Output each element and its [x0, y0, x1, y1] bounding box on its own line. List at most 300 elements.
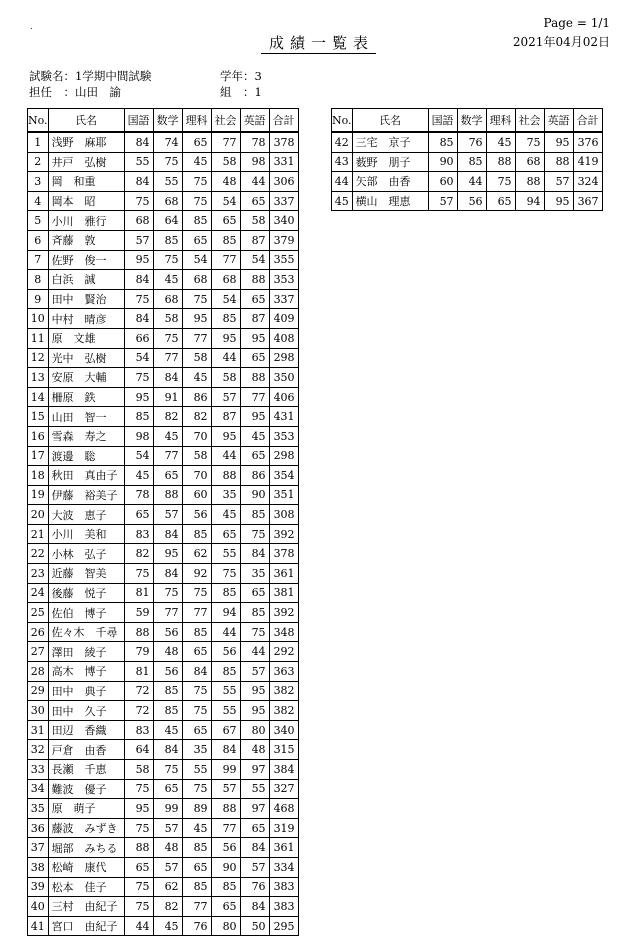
- score-english: 95: [240, 407, 269, 427]
- score-english: 85: [240, 505, 269, 525]
- score-japanese: 84: [124, 172, 153, 192]
- table-row: [28, 857, 299, 877]
- student-name: 佐伯 博子: [48, 603, 124, 623]
- score-japanese: 58: [124, 760, 153, 780]
- student-name: 田中 久子: [48, 701, 124, 721]
- score-social: 77: [211, 818, 240, 838]
- table-row: [28, 270, 299, 290]
- score-total: 382: [269, 681, 298, 701]
- row-number: 37: [28, 838, 49, 858]
- score-japanese: 84: [124, 270, 153, 290]
- page-title: [0, 32, 637, 53]
- score-total: 298: [269, 348, 298, 368]
- student-name: 斉藤 敦: [48, 230, 124, 250]
- score-japanese: 66: [124, 328, 153, 348]
- score-total: 363: [269, 662, 298, 682]
- score-science: 45: [182, 368, 211, 388]
- score-english: 78: [240, 132, 269, 152]
- report-date: 2021年04月02日: [512, 35, 610, 49]
- score-total: 361: [269, 838, 298, 858]
- score-math: 82: [153, 897, 182, 917]
- score-japanese: 72: [124, 701, 153, 721]
- student-name: 原 文雄: [48, 328, 124, 348]
- score-social: 55: [211, 681, 240, 701]
- score-japanese: 72: [124, 681, 153, 701]
- score-japanese: 75: [124, 897, 153, 917]
- student-name: 伊藤 裕美子: [48, 485, 124, 505]
- score-math: 65: [153, 466, 182, 486]
- row-number: 17: [28, 446, 49, 466]
- table-row: [28, 152, 299, 172]
- score-math: 58: [153, 309, 182, 329]
- score-total: 306: [269, 172, 298, 192]
- table-row: [28, 328, 299, 348]
- score-total: 419: [573, 152, 602, 172]
- score-japanese: 78: [124, 485, 153, 505]
- score-math: 75: [153, 760, 182, 780]
- score-social: 75: [515, 132, 544, 152]
- class-info: 組 ：1: [220, 85, 262, 99]
- score-social: 67: [211, 720, 240, 740]
- score-math: 85: [457, 152, 486, 172]
- score-math: 75: [153, 250, 182, 270]
- score-science: 68: [182, 270, 211, 290]
- student-name: 中村 晴彦: [48, 309, 124, 329]
- table-row: [28, 368, 299, 388]
- score-japanese: 85: [428, 132, 457, 152]
- student-name: 小川 雅行: [48, 211, 124, 231]
- score-japanese: 59: [124, 603, 153, 623]
- score-science: 82: [182, 407, 211, 427]
- score-social: 95: [211, 426, 240, 446]
- score-english: 65: [240, 818, 269, 838]
- score-social: 88: [211, 799, 240, 819]
- score-english: 87: [240, 309, 269, 329]
- score-science: 77: [182, 897, 211, 917]
- student-name: 堀部 みちる: [48, 838, 124, 858]
- score-social: 56: [211, 642, 240, 662]
- score-total: 408: [269, 328, 298, 348]
- score-science: 77: [182, 328, 211, 348]
- score-japanese: 65: [124, 505, 153, 525]
- student-name: 矢部 由香: [352, 172, 428, 192]
- score-social: 44: [211, 348, 240, 368]
- row-number: 44: [332, 172, 353, 192]
- row-number: 13: [28, 368, 49, 388]
- row-number: 23: [28, 564, 49, 584]
- row-number: 24: [28, 583, 49, 603]
- score-math: 48: [153, 838, 182, 858]
- score-math: 56: [153, 622, 182, 642]
- score-social: 94: [515, 191, 544, 211]
- score-total: 409: [269, 309, 298, 329]
- score-english: 50: [240, 916, 269, 936]
- row-number: 39: [28, 877, 49, 897]
- score-japanese: 84: [124, 309, 153, 329]
- row-number: 27: [28, 642, 49, 662]
- score-science: 55: [182, 760, 211, 780]
- col-social-header: 社会: [515, 109, 544, 133]
- score-japanese: 81: [124, 662, 153, 682]
- col-no-header: No.: [332, 109, 353, 133]
- score-english: 58: [240, 211, 269, 231]
- score-math: 57: [153, 505, 182, 525]
- student-name: 高木 博子: [48, 662, 124, 682]
- score-math: 74: [153, 132, 182, 152]
- score-math: 64: [153, 211, 182, 231]
- score-total: 468: [269, 799, 298, 819]
- score-social: 99: [211, 760, 240, 780]
- student-name: 佐々木 千尋: [48, 622, 124, 642]
- score-social: 54: [211, 191, 240, 211]
- col-name-header: 氏名: [352, 109, 428, 133]
- score-english: 88: [544, 152, 573, 172]
- score-math: 77: [153, 603, 182, 623]
- student-name: 安原 大輔: [48, 368, 124, 388]
- score-social: 88: [515, 172, 544, 192]
- score-total: 295: [269, 916, 298, 936]
- row-number: 43: [332, 152, 353, 172]
- col-science-header: 理科: [486, 109, 515, 133]
- score-social: 58: [211, 368, 240, 388]
- score-japanese: 88: [124, 622, 153, 642]
- score-social: 85: [211, 230, 240, 250]
- student-name: 横山 理恵: [352, 191, 428, 211]
- score-math: 76: [457, 132, 486, 152]
- student-name: 白浜 誠: [48, 270, 124, 290]
- score-math: 77: [153, 348, 182, 368]
- score-total: 340: [269, 720, 298, 740]
- score-science: 95: [182, 309, 211, 329]
- score-science: 85: [182, 838, 211, 858]
- score-math: 84: [153, 524, 182, 544]
- table-row: [28, 309, 299, 329]
- score-japanese: 75: [124, 818, 153, 838]
- row-number: 36: [28, 818, 49, 838]
- row-number: 3: [28, 172, 49, 192]
- score-social: 80: [211, 916, 240, 936]
- table-row: [332, 191, 603, 211]
- student-name: 藤波 みずき: [48, 818, 124, 838]
- score-math: 85: [153, 681, 182, 701]
- table-row: [28, 583, 299, 603]
- score-math: 84: [153, 740, 182, 760]
- col-english-header: 英語: [240, 109, 269, 133]
- score-english: 87: [240, 230, 269, 250]
- score-japanese: 83: [124, 524, 153, 544]
- row-number: 19: [28, 485, 49, 505]
- score-social: 55: [211, 544, 240, 564]
- score-math: 48: [153, 642, 182, 662]
- score-english: 80: [240, 720, 269, 740]
- score-total: 298: [269, 446, 298, 466]
- student-name: 大波 恵子: [48, 505, 124, 525]
- score-english: 84: [240, 897, 269, 917]
- row-number: 20: [28, 505, 49, 525]
- row-number: 4: [28, 191, 49, 211]
- score-english: 65: [240, 191, 269, 211]
- row-number: 2: [28, 152, 49, 172]
- score-science: 56: [182, 505, 211, 525]
- row-number: 30: [28, 701, 49, 721]
- score-social: 85: [211, 662, 240, 682]
- table-row: [28, 132, 299, 152]
- score-english: 44: [240, 172, 269, 192]
- table-row: [28, 446, 299, 466]
- score-english: 95: [240, 701, 269, 721]
- score-social: 65: [211, 211, 240, 231]
- student-name: 岡本 昭: [48, 191, 124, 211]
- score-science: 75: [182, 701, 211, 721]
- table-row: [28, 838, 299, 858]
- score-science: 85: [182, 622, 211, 642]
- score-science: 70: [182, 466, 211, 486]
- score-japanese: 84: [124, 132, 153, 152]
- scores-table-right: [331, 108, 603, 211]
- score-social: 55: [211, 701, 240, 721]
- student-name: 岡 和重: [48, 172, 124, 192]
- score-japanese: 55: [124, 152, 153, 172]
- row-number: 22: [28, 544, 49, 564]
- score-social: 87: [211, 407, 240, 427]
- grade-info: 学年：3: [220, 69, 262, 83]
- teacher-name: 担任 ：山田 諭: [29, 85, 121, 99]
- student-name: 光中 弘樹: [48, 348, 124, 368]
- table-row: [28, 348, 299, 368]
- score-science: 58: [182, 446, 211, 466]
- row-number: 8: [28, 270, 49, 290]
- row-number: 28: [28, 662, 49, 682]
- score-social: 56: [211, 838, 240, 858]
- score-japanese: 44: [124, 916, 153, 936]
- score-japanese: 65: [124, 857, 153, 877]
- score-science: 60: [182, 485, 211, 505]
- student-name: 松本 佳子: [48, 877, 124, 897]
- table-row: [28, 681, 299, 701]
- table-row: [28, 642, 299, 662]
- student-name: 原 萌子: [48, 799, 124, 819]
- table-row: [28, 603, 299, 623]
- table-row: [28, 720, 299, 740]
- score-total: 315: [269, 740, 298, 760]
- score-math: 91: [153, 387, 182, 407]
- score-social: 85: [211, 309, 240, 329]
- score-total: 361: [269, 564, 298, 584]
- score-japanese: 81: [124, 583, 153, 603]
- score-english: 88: [240, 270, 269, 290]
- score-total: 308: [269, 505, 298, 525]
- score-japanese: 75: [124, 191, 153, 211]
- table-row: [28, 387, 299, 407]
- col-science-header: 理科: [182, 109, 211, 133]
- score-math: 77: [153, 446, 182, 466]
- score-total: 383: [269, 897, 298, 917]
- score-total: 337: [269, 289, 298, 309]
- col-math-header: 数学: [153, 109, 182, 133]
- score-total: 376: [573, 132, 602, 152]
- student-name: 難波 優子: [48, 779, 124, 799]
- student-name: 後藤 悦子: [48, 583, 124, 603]
- score-social: 90: [211, 857, 240, 877]
- score-japanese: 90: [428, 152, 457, 172]
- col-japanese-header: 国語: [428, 109, 457, 133]
- score-japanese: 57: [428, 191, 457, 211]
- row-number: 1: [28, 132, 49, 152]
- score-english: 44: [240, 642, 269, 662]
- score-science: 65: [486, 191, 515, 211]
- score-english: 57: [240, 662, 269, 682]
- score-science: 45: [182, 818, 211, 838]
- score-total: 367: [573, 191, 602, 211]
- score-english: 98: [240, 152, 269, 172]
- table-row: [28, 622, 299, 642]
- row-number: 38: [28, 857, 49, 877]
- score-science: 75: [182, 191, 211, 211]
- table-row: [332, 172, 603, 192]
- score-science: 92: [182, 564, 211, 584]
- col-math-header: 数学: [457, 109, 486, 133]
- score-english: 55: [240, 779, 269, 799]
- score-japanese: 83: [124, 720, 153, 740]
- score-total: 378: [269, 544, 298, 564]
- score-math: 65: [153, 779, 182, 799]
- scores-table-left: [27, 108, 299, 936]
- student-name: 雪森 寿之: [48, 426, 124, 446]
- score-english: 90: [240, 485, 269, 505]
- score-total: 392: [269, 603, 298, 623]
- score-science: 58: [182, 348, 211, 368]
- col-english-header: 英語: [544, 109, 573, 133]
- score-math: 85: [153, 230, 182, 250]
- score-japanese: 95: [124, 387, 153, 407]
- score-math: 57: [153, 818, 182, 838]
- score-japanese: 95: [124, 250, 153, 270]
- score-japanese: 75: [124, 289, 153, 309]
- score-total: 334: [269, 857, 298, 877]
- row-number: 18: [28, 466, 49, 486]
- score-japanese: 82: [124, 544, 153, 564]
- score-total: 379: [269, 230, 298, 250]
- score-math: 88: [153, 485, 182, 505]
- score-social: 84: [211, 740, 240, 760]
- score-social: 95: [211, 328, 240, 348]
- score-japanese: 68: [124, 211, 153, 231]
- table-row: [28, 916, 299, 936]
- corner-mark: .: [30, 22, 33, 31]
- table-row: [28, 564, 299, 584]
- student-name: 三宅 京子: [352, 132, 428, 152]
- score-total: 337: [269, 191, 298, 211]
- table-row: [28, 524, 299, 544]
- score-science: 75: [182, 681, 211, 701]
- table-row: [332, 132, 603, 152]
- score-math: 68: [153, 191, 182, 211]
- score-science: 35: [182, 740, 211, 760]
- row-number: 29: [28, 681, 49, 701]
- score-science: 75: [182, 289, 211, 309]
- score-social: 44: [211, 622, 240, 642]
- score-math: 75: [153, 583, 182, 603]
- score-total: 348: [269, 622, 298, 642]
- score-math: 56: [153, 662, 182, 682]
- score-science: 65: [182, 230, 211, 250]
- row-number: 11: [28, 328, 49, 348]
- score-math: 45: [153, 426, 182, 446]
- score-english: 84: [240, 544, 269, 564]
- score-total: 354: [269, 466, 298, 486]
- score-science: 62: [182, 544, 211, 564]
- student-name: 小林 弘子: [48, 544, 124, 564]
- score-social: 75: [211, 564, 240, 584]
- table-row: [28, 818, 299, 838]
- row-number: 5: [28, 211, 49, 231]
- score-total: 383: [269, 877, 298, 897]
- score-japanese: 88: [124, 838, 153, 858]
- score-science: 89: [182, 799, 211, 819]
- score-english: 65: [240, 583, 269, 603]
- score-total: 382: [269, 701, 298, 721]
- col-no-header: No.: [28, 109, 49, 133]
- student-name: 佐野 俊一: [48, 250, 124, 270]
- score-japanese: 98: [124, 426, 153, 446]
- score-japanese: 45: [124, 466, 153, 486]
- table-row: [28, 172, 299, 192]
- table-row: [28, 544, 299, 564]
- score-social: 54: [211, 289, 240, 309]
- table-row: [28, 779, 299, 799]
- score-total: 319: [269, 818, 298, 838]
- score-total: 350: [269, 368, 298, 388]
- score-math: 84: [153, 564, 182, 584]
- table-row: [28, 760, 299, 780]
- score-science: 77: [182, 603, 211, 623]
- score-total: 353: [269, 426, 298, 446]
- score-science: 45: [182, 152, 211, 172]
- student-name: 田中 賢治: [48, 289, 124, 309]
- score-english: 76: [240, 877, 269, 897]
- score-japanese: 85: [124, 407, 153, 427]
- score-science: 65: [182, 720, 211, 740]
- score-total: 331: [269, 152, 298, 172]
- score-math: 45: [153, 270, 182, 290]
- score-science: 75: [182, 172, 211, 192]
- student-name: 井戸 弘樹: [48, 152, 124, 172]
- score-english: 75: [240, 524, 269, 544]
- score-math: 68: [153, 289, 182, 309]
- row-number: 32: [28, 740, 49, 760]
- student-name: 田辺 香織: [48, 720, 124, 740]
- row-number: 15: [28, 407, 49, 427]
- table-row: [28, 662, 299, 682]
- row-number: 45: [332, 191, 353, 211]
- col-total-header: 合計: [573, 109, 602, 133]
- score-math: 56: [457, 191, 486, 211]
- score-social: 68: [515, 152, 544, 172]
- exam-name: 試験名：1学期中間試験: [29, 69, 152, 83]
- header-row: [332, 109, 603, 133]
- col-name-header: 氏名: [48, 109, 124, 133]
- row-number: 26: [28, 622, 49, 642]
- score-english: 57: [240, 857, 269, 877]
- table-body: [28, 132, 299, 936]
- score-japanese: 64: [124, 740, 153, 760]
- score-japanese: 75: [124, 564, 153, 584]
- score-social: 88: [211, 466, 240, 486]
- row-number: 14: [28, 387, 49, 407]
- score-science: 54: [182, 250, 211, 270]
- score-total: 378: [269, 132, 298, 152]
- score-english: 88: [240, 368, 269, 388]
